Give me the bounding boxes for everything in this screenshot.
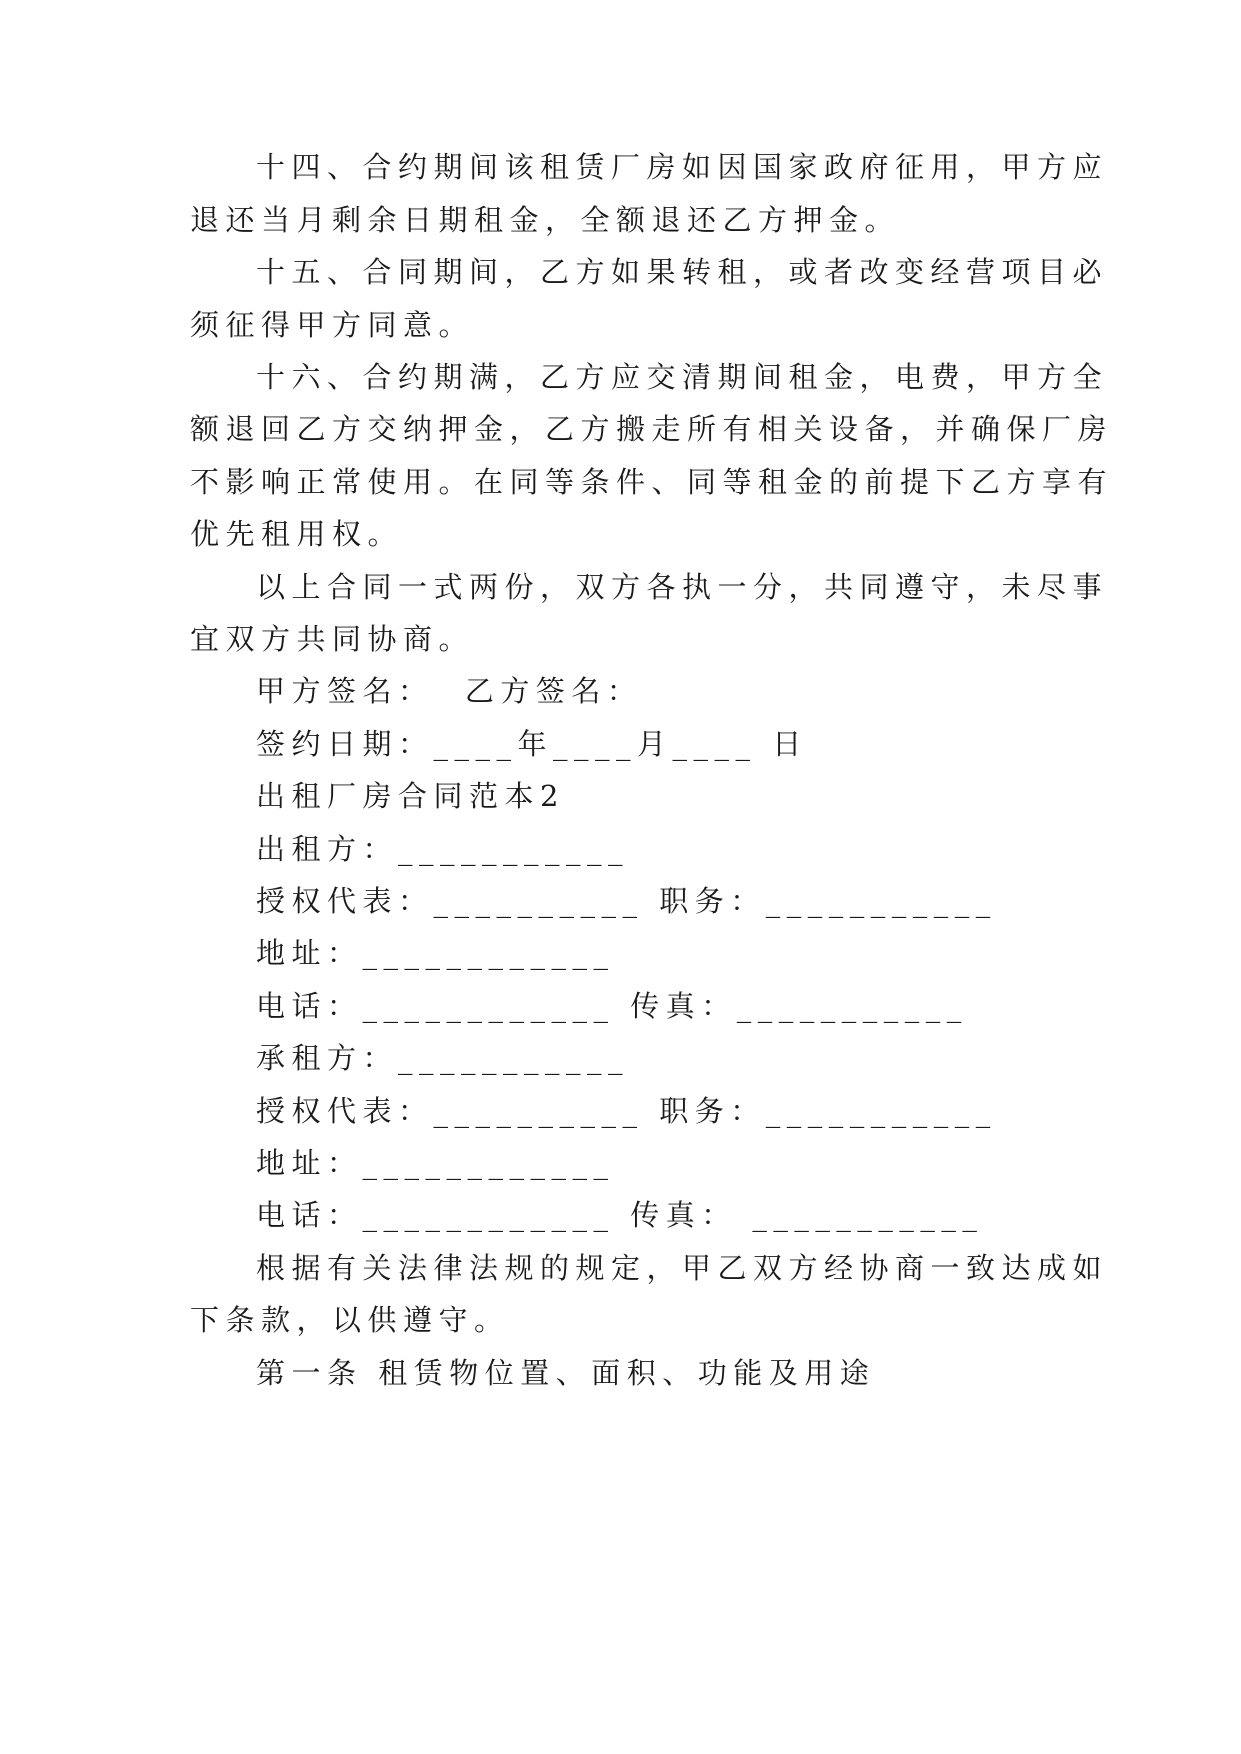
signing-date-line: 签约日期：____年____月____ 日 (256, 727, 808, 761)
text-line: 须征得甲方同意。 (190, 308, 475, 342)
lessor-address-field: 地址：____________ (256, 936, 615, 970)
lessee-field: 承租方：___________ (256, 1041, 630, 1075)
text-line: 退还当月剩余日期租金，全额退还乙方押金。 (190, 203, 901, 237)
text-line: 额退回乙方交纳押金，乙方搬走所有相关设备，并确保厂房 (190, 412, 1114, 446)
text-line: 根据有关法律法规的规定，甲乙双方经协商一致达成如 (256, 1251, 1109, 1285)
text-line: 十五、合同期间，乙方如果转租，或者改变经营项目必 (256, 255, 1109, 289)
article-heading: 第一条 租赁物位置、面积、功能及用途 (256, 1356, 876, 1390)
text-line: 下条款，以供遵守。 (190, 1303, 510, 1337)
text-line: 十六、合约期满，乙方应交清期间租金，电费，甲方全 (256, 360, 1109, 394)
text-line: 优先租用权。 (190, 517, 404, 551)
text-line: 以上合同一式两份，双方各执一分，共同遵守，未尽事 (256, 570, 1109, 604)
lessor-representative-field: 授权代表：__________ 职务：___________ (256, 884, 997, 918)
text-line: 十四、合约期间该租赁厂房如因国家政府征用，甲方应 (256, 150, 1109, 184)
lessor-phone-fax-field: 电话：____________ 传真：___________ (256, 989, 968, 1023)
lessee-phone-fax-field: 电话：____________ 传真： ___________ (256, 1198, 984, 1232)
text-line: 宜双方共同协商。 (190, 622, 475, 656)
lessor-field: 出租方：___________ (256, 832, 630, 866)
lessee-representative-field: 授权代表：__________ 职务：___________ (256, 1094, 997, 1128)
signature-line: 甲方签名： 乙方签名： (256, 674, 643, 708)
text-line: 不影响正常使用。在同等条件、同等租金的前提下乙方享有 (190, 465, 1114, 499)
contract-title: 出租厂房合同范本2 (256, 779, 565, 813)
lessee-address-field: 地址：____________ (256, 1146, 615, 1180)
